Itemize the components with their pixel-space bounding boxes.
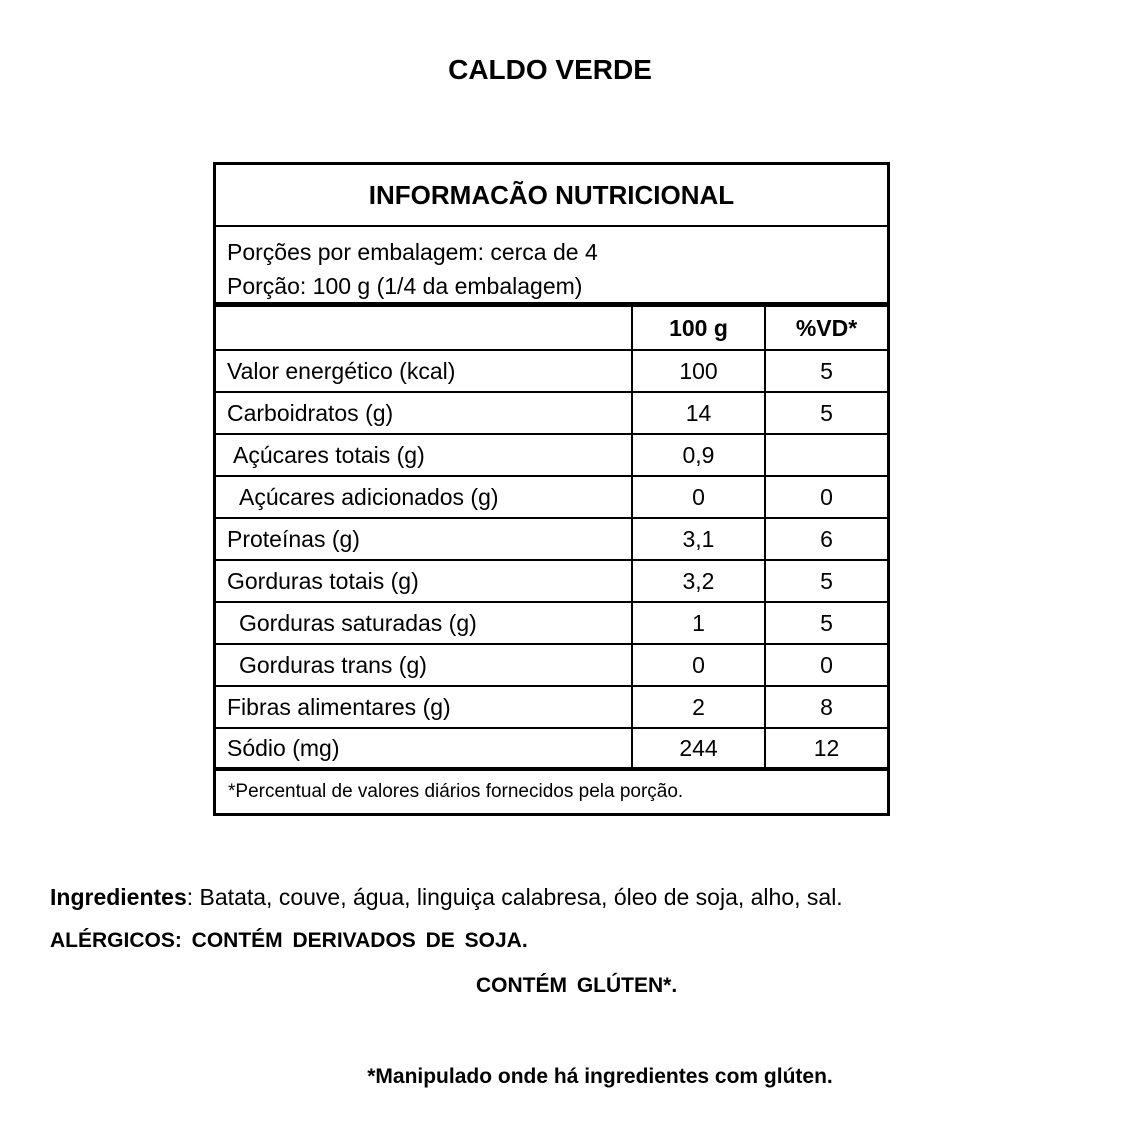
- table-row: [216, 687, 887, 729]
- nutrient-label: Fibras alimentares (g): [216, 687, 633, 727]
- gluten-warning: CONTÉM GLÚTEN*.: [476, 974, 678, 997]
- table-header-row: [216, 307, 887, 351]
- table-row: [216, 519, 887, 561]
- nutrient-vd: 6: [820, 525, 833, 552]
- ingredients-line: [50, 884, 843, 911]
- nutrient-vd: 5: [820, 399, 833, 426]
- nutrient-label: Valor energético (kcal): [216, 351, 633, 391]
- nutrient-value: 3,1: [633, 519, 766, 559]
- nutrient-value: 0: [633, 477, 766, 517]
- ingredients-text: : Batata, couve, água, linguiça calabresa, óleo de soja, alho, sal.: [186, 884, 843, 910]
- table-row: [216, 477, 887, 519]
- nutrient-label: Carboidratos (g): [216, 393, 633, 433]
- table-row: [216, 645, 887, 687]
- portion-size: Porção: 100 g (1/4 da embalagem): [227, 273, 583, 299]
- nutrient-value: 244: [633, 729, 766, 767]
- header-blank: [216, 307, 633, 349]
- header-amount: 100 g: [633, 307, 766, 349]
- table-row: [216, 561, 887, 603]
- nutrient-vd: 5: [820, 567, 833, 594]
- product-title: CALDO VERDE: [448, 54, 652, 85]
- nutrient-vd: 0: [820, 483, 833, 510]
- cross-contamination-note: *Manipulado onde há ingredientes com glúten.: [367, 1065, 833, 1088]
- allergens-line: ALÉRGICOS: CONTÉM DERIVADOS DE SOJA.: [50, 929, 528, 952]
- table-row: [216, 435, 887, 477]
- nutrient-value: 100: [633, 351, 766, 391]
- nutrient-vd: [766, 435, 887, 475]
- nutrient-vd: 8: [820, 693, 833, 720]
- nutrient-value: 1: [633, 603, 766, 643]
- nutrient-label: Gorduras saturadas (g): [216, 603, 633, 643]
- nutrient-value: 3,2: [633, 561, 766, 601]
- nutrient-label: Gorduras totais (g): [216, 561, 633, 601]
- nutrient-label: Gorduras trans (g): [216, 645, 633, 685]
- nutrient-value: 2: [633, 687, 766, 727]
- nutrition-heading: INFORMACÃO NUTRICIONAL: [216, 165, 887, 227]
- nutrient-vd: 5: [820, 357, 833, 384]
- nutrient-value: 0,9: [633, 435, 766, 475]
- nutrient-value: 0: [633, 645, 766, 685]
- portions-info: [216, 227, 887, 307]
- portions-per-package: Porções por embalagem: cerca de 4: [227, 239, 598, 265]
- nutrient-label: Proteínas (g): [216, 519, 633, 559]
- table-row: [216, 729, 887, 771]
- vd-footnote: *Percentual de valores diários fornecidos pela porção.: [228, 781, 684, 802]
- nutrient-label: Açúcares totais (g): [216, 435, 633, 475]
- nutrient-label: Sódio (mg): [216, 729, 633, 767]
- nutrient-vd: 0: [820, 651, 833, 678]
- header-vd: %VD*: [795, 314, 858, 341]
- nutrient-vd: 12: [813, 734, 840, 761]
- table-row: [216, 351, 887, 393]
- ingredients-label: Ingredientes: [50, 884, 187, 910]
- table-row: [216, 603, 887, 645]
- nutrient-label: Açúcares adicionados (g): [216, 477, 633, 517]
- table-row: [216, 393, 887, 435]
- nutrition-table: [213, 162, 890, 816]
- nutrient-vd: 5: [820, 609, 833, 636]
- nutrient-value: 14: [633, 393, 766, 433]
